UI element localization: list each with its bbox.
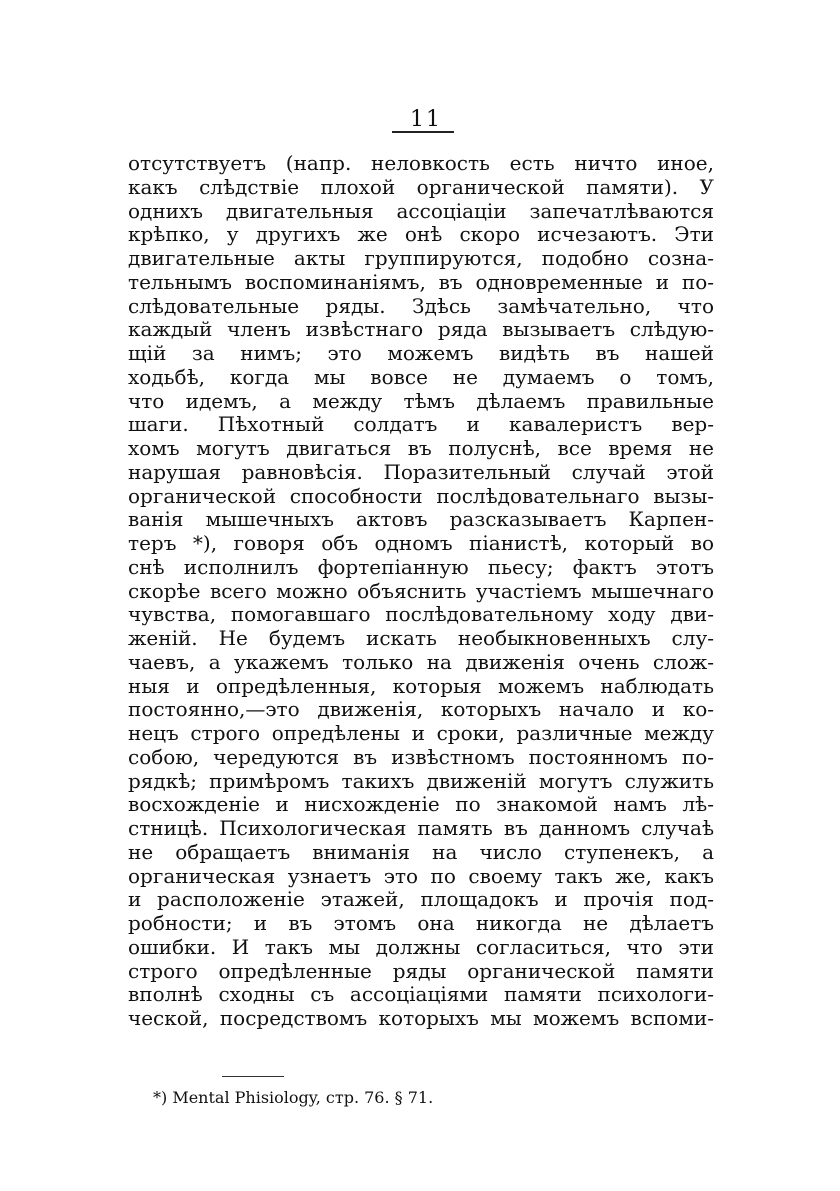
text-line: теръ *), говоря объ одномъ піанистѣ, который во — [128, 532, 714, 555]
text-line: женій. Не будемъ искать необыкновенныхъ слу- — [128, 627, 714, 650]
text-line: ческой, посредствомъ которыхъ мы можемъ вспоми- — [128, 1007, 714, 1030]
text-line: каждый членъ извѣстнаго ряда вызываетъ слѣдую- — [128, 318, 714, 342]
text-line: однихъ двигательныя ассоціаціи запечатлѣваются — [128, 199, 714, 223]
footnote: *) Mental Phisiology, стр. 76. § 71. — [153, 1088, 434, 1107]
text-line: ныя и опредѣленныя, которыя можемъ наблюдать — [128, 674, 714, 698]
text-line: собою, чередуются въ извѣстномъ постоянномъ по- — [128, 745, 714, 769]
text-line: снѣ исполнилъ фортепіанную пьесу; фактъ этотъ — [128, 555, 714, 579]
text-line: стницѣ. Психологическая память въ данномъ случаѣ — [128, 817, 714, 840]
text-line: рядкѣ; примѣромъ такихъ движеній могутъ служить — [128, 769, 714, 793]
text-line: слѣдовательные ряды. Здѣсь замѣчательно, что — [128, 294, 714, 318]
text-line: и расположеніе этажей, площадокъ и прочія под- — [128, 888, 714, 912]
text-line: робности; и въ этомъ она никогда не дѣлаетъ — [128, 912, 714, 935]
body-text — [128, 152, 714, 1031]
text-line: ходьбѣ, когда мы вовсе не думаемъ о томъ, — [128, 365, 714, 389]
page-number-rule — [392, 131, 454, 133]
text-line: ванія мышечныхъ актовъ разсказываетъ Карпен- — [128, 508, 714, 532]
text-line: скорѣе всего можно объяснить участіемъ мышечнаго — [128, 579, 714, 603]
text-line: что идемъ, а между тѣмъ дѣлаемъ правильные — [128, 389, 714, 413]
text-line: не обращаетъ вниманія на число ступенекъ, а — [128, 840, 714, 864]
text-line: двигательные акты группируются, подобно созна- — [128, 247, 714, 270]
text-line: какъ слѣдствіе плохой органической памяти). У — [128, 175, 714, 199]
text-line: нецъ строго опредѣлены и сроки, различные между — [128, 722, 714, 745]
text-line: хомъ могутъ двигаться въ полуснѣ, все время не — [128, 437, 714, 460]
footnote-rule — [222, 1076, 284, 1077]
text-line: ошибки. И такъ мы должны согласиться, что эти — [128, 935, 714, 959]
text-line: вполнѣ сходны съ ассоціаціями памяти психологи- — [128, 983, 714, 1007]
text-line: постоянно,—это движенія, которыхъ начало и ко- — [128, 698, 714, 722]
text-line: строго опредѣленные ряды органической памяти — [128, 959, 714, 983]
text-line: чаевъ, а укажемъ только на движенія очень слож- — [128, 650, 714, 674]
text-line: отсутствуетъ (напр. неловкость есть ничто иное, — [128, 152, 714, 175]
text-line: крѣпко, у другихъ же онѣ скоро исчезаютъ. Эти — [128, 223, 714, 247]
text-line: шаги. Пѣхотный солдатъ и кавалеристъ вер- — [128, 413, 714, 437]
text-line: тельнымъ воспоминаніямъ, въ одновременные и по- — [128, 270, 714, 294]
text-line: восхожденіе и нисхожденіе по знакомой намъ лѣ- — [128, 793, 714, 817]
text-line: органическая узнаетъ это по своему такъ же, какъ — [128, 864, 714, 888]
text-line: нарушая равновѣсія. Поразительный случай этой — [128, 460, 714, 484]
page-number: 11 — [410, 107, 442, 132]
text-line: щій за нимъ; это можемъ видѣть въ нашей — [128, 342, 714, 365]
text-line: чувства, помогавшаго послѣдовательному ходу дви- — [128, 603, 714, 627]
text-line: органической способности послѣдовательнаго вызы- — [128, 484, 714, 508]
